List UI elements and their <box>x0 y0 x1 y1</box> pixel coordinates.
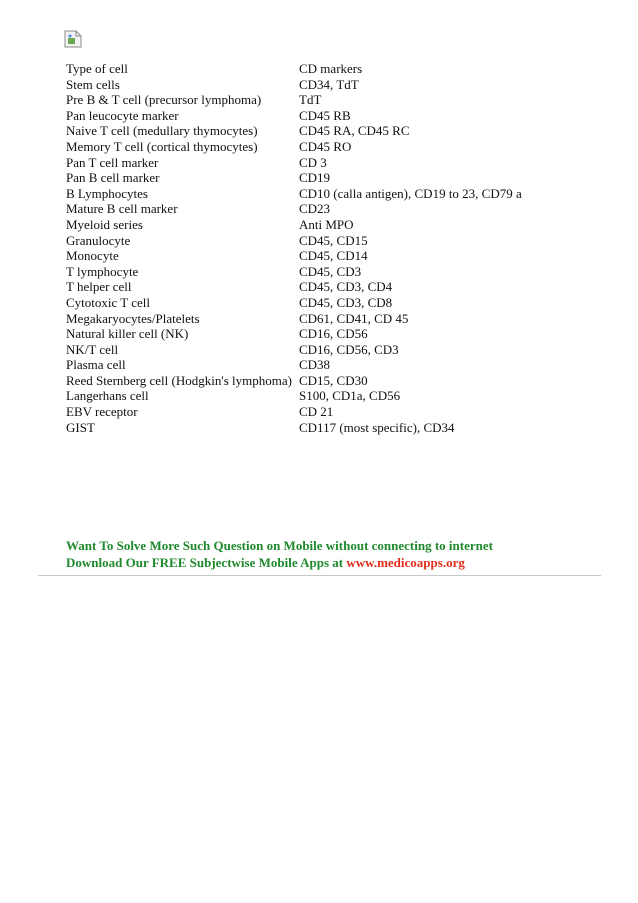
table-row <box>66 342 536 358</box>
table-row <box>66 77 536 93</box>
cell-markers: CD16, CD56, CD3 <box>299 341 399 357</box>
promo-url-link[interactable]: www.medicoapps.org <box>346 555 465 570</box>
promo-footer <box>66 537 493 571</box>
cell-markers: CD10 (calla antigen), CD19 to 23, CD79 a <box>299 185 522 201</box>
cell-type: Reed Sternberg cell (Hodgkin's lymphoma) <box>66 372 292 388</box>
cell-markers: CD19 <box>299 170 331 186</box>
cell-type: Pan T cell marker <box>66 154 159 170</box>
table-row <box>66 108 536 124</box>
cell-markers: CD45, CD3 <box>299 263 362 279</box>
table-row <box>66 233 536 249</box>
cell-markers: CD38 <box>299 357 331 373</box>
table-row <box>66 373 536 389</box>
cell-type: Monocyte <box>66 248 119 264</box>
cell-markers: TdT <box>299 92 322 108</box>
table-row <box>66 155 536 171</box>
cell-markers: CD 21 <box>299 404 334 420</box>
table-row <box>66 123 536 139</box>
cell-markers: CD16, CD56 <box>299 326 368 342</box>
table-row <box>66 186 536 202</box>
cell-type: Stem cells <box>66 76 120 92</box>
header-cd-markers: CD markers <box>299 61 363 76</box>
page-divider <box>38 575 601 576</box>
cell-markers: CD45 RB <box>299 107 351 123</box>
table-row <box>66 170 536 186</box>
cell-markers: CD45 RA, CD45 RC <box>299 123 410 139</box>
table-row <box>66 388 536 404</box>
promo-line-1: Want To Solve More Such Question on Mobile without connecting to internet <box>66 538 493 553</box>
table-header-row <box>66 61 536 77</box>
cell-markers: CD45, CD15 <box>299 232 368 248</box>
table-row <box>66 311 536 327</box>
table-row <box>66 139 536 155</box>
cell-markers: CD117 (most specific), CD34 <box>299 419 455 435</box>
table-row <box>66 295 536 311</box>
cell-type: Granulocyte <box>66 232 131 248</box>
table-row <box>66 420 536 436</box>
table-row <box>66 248 536 264</box>
cell-markers: CD61, CD41, CD 45 <box>299 310 409 326</box>
cell-type: Pan leucocyte marker <box>66 107 179 123</box>
cell-markers: CD45 RO <box>299 138 352 154</box>
promo-line-2-text: Download Our FREE Subjectwise Mobile Apps at <box>66 555 347 570</box>
header-type-of-cell: Type of cell <box>66 61 128 76</box>
table-row <box>66 217 536 233</box>
cell-type: Memory T cell (cortical thymocytes) <box>66 138 258 154</box>
broken-image-icon <box>64 30 82 48</box>
table-body <box>66 77 536 436</box>
cell-markers: CD 3 <box>299 154 327 170</box>
cell-type: B Lymphocytes <box>66 185 148 201</box>
cell-markers: Anti MPO <box>299 216 354 232</box>
table-row <box>66 201 536 217</box>
cell-type: T lymphocyte <box>66 263 139 279</box>
cell-markers: CD34, TdT <box>299 76 359 92</box>
cell-type: Natural killer cell (NK) <box>66 326 189 342</box>
cell-type: T helper cell <box>66 279 132 295</box>
table-row <box>66 279 536 295</box>
cell-type: Megakaryocytes/Platelets <box>66 310 200 326</box>
cell-markers: CD45, CD3, CD4 <box>299 279 393 295</box>
table-row <box>66 264 536 280</box>
cell-markers: CD45, CD3, CD8 <box>299 294 393 310</box>
promo-line-2 <box>66 554 493 571</box>
table-row <box>66 326 536 342</box>
cd-markers-table <box>66 61 536 435</box>
cell-type: Pan B cell marker <box>66 170 160 186</box>
cell-type: Cytotoxic T cell <box>66 294 151 310</box>
cell-type: GIST <box>66 419 95 435</box>
table-row <box>66 92 536 108</box>
cell-markers: CD45, CD14 <box>299 248 368 264</box>
table-row <box>66 357 536 373</box>
cell-type: Mature B cell marker <box>66 201 178 217</box>
cell-type: EBV receptor <box>66 404 138 420</box>
cell-type: Pre B & T cell (precursor lymphoma) <box>66 92 262 108</box>
cell-type: NK/T cell <box>66 341 119 357</box>
cell-type: Myeloid series <box>66 216 143 232</box>
cell-type: Plasma cell <box>66 357 126 373</box>
cell-type: Langerhans cell <box>66 388 149 404</box>
cell-markers: S100, CD1a, CD56 <box>299 388 401 404</box>
cell-type: Naive T cell (medullary thymocytes) <box>66 123 258 139</box>
table-row <box>66 404 536 420</box>
cell-markers: CD23 <box>299 201 331 217</box>
cell-markers: CD15, CD30 <box>299 372 368 388</box>
